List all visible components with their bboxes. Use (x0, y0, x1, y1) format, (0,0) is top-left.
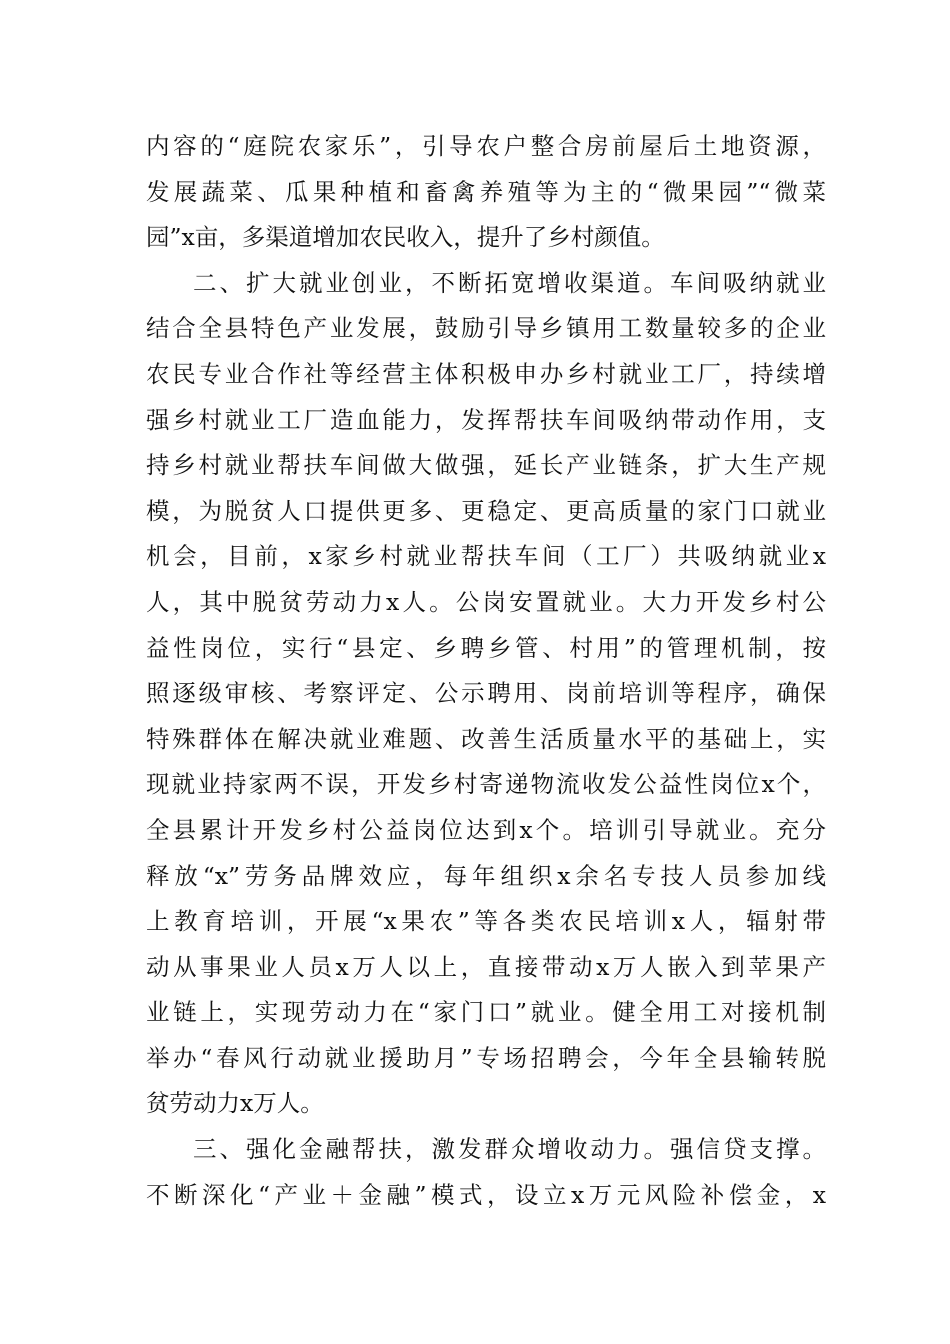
text-line: 动从事果业人员x万人以上，直接带动x万人嵌入到苹果产 (146, 952, 826, 981)
text-line: 照逐级审核、考察评定、公示聘用、岗前培训等程序，确保 (146, 679, 826, 708)
text-line: 释放“x”劳务品牌效应，每年组织x余名专技人员参加线 (146, 861, 826, 890)
text-line: 农民专业合作社等经营主体积极申办乡村就业工厂，持续增 (146, 359, 826, 388)
text-line: 内容的“庭院农家乐”，引导农户整合房前屋后土地资源， (146, 132, 826, 160)
text-line: 上教育培训，开展“x果农”等各类农民培训x人，辐射带 (146, 907, 826, 936)
text-line: 二、扩大就业创业，不断拓宽增收渠道。车间吸纳就业 (193, 268, 826, 297)
text-line: 三、强化金融帮扶，激发群众增收动力。强信贷支撑。 (193, 1135, 826, 1164)
text-line: 特殊群体在解决就业难题、改善生活质量水平的基础上，实 (146, 724, 826, 753)
text-line: 持乡村就业帮扶车间做大做强，延长产业链条，扩大生产规 (146, 451, 826, 480)
text-line: 举办“春风行动就业援助月”专场招聘会，今年全县输转脱 (146, 1043, 826, 1072)
text-line: 机会，目前，x家乡村就业帮扶车间（工厂）共吸纳就业x (146, 542, 826, 571)
text-line: 全县累计开发乡村公益岗位达到x个。培训引导就业。充分 (146, 815, 826, 844)
text-line: 业链上，实现劳动力在“家门口”就业。健全用工对接机制 (146, 998, 826, 1027)
document-body (146, 124, 826, 1218)
text-line: 人，其中脱贫劳动力x人。公岗安置就业。大力开发乡村公 (146, 587, 826, 616)
text-line: 模，为脱贫人口提供更多、更稳定、更高质量的家门口就业 (146, 496, 826, 525)
text-line: 发展蔬菜、瓜果种植和畜禽养殖等为主的“微果园”“微菜 (146, 177, 826, 206)
text-line: 益性岗位，实行“县定、乡聘乡管、村用”的管理机制，按 (146, 633, 826, 662)
text-line: 不断深化“产业＋金融”模式，设立x万元风险补偿金，x (146, 1180, 826, 1209)
text-line: 园”x亩，多渠道增加农民收入，提升了乡村颜值。 (146, 223, 665, 252)
text-line: 结合全县特色产业发展，鼓励引导乡镇用工数量较多的企业 (146, 314, 826, 343)
text-line: 强乡村就业工厂造血能力，发挥帮扶车间吸纳带动作用，支 (146, 405, 826, 434)
text-line: 贫劳动力x万人。 (146, 1089, 324, 1118)
text-line: 现就业持家两不误，开发乡村寄递物流收发公益性岗位x个， (146, 770, 826, 799)
